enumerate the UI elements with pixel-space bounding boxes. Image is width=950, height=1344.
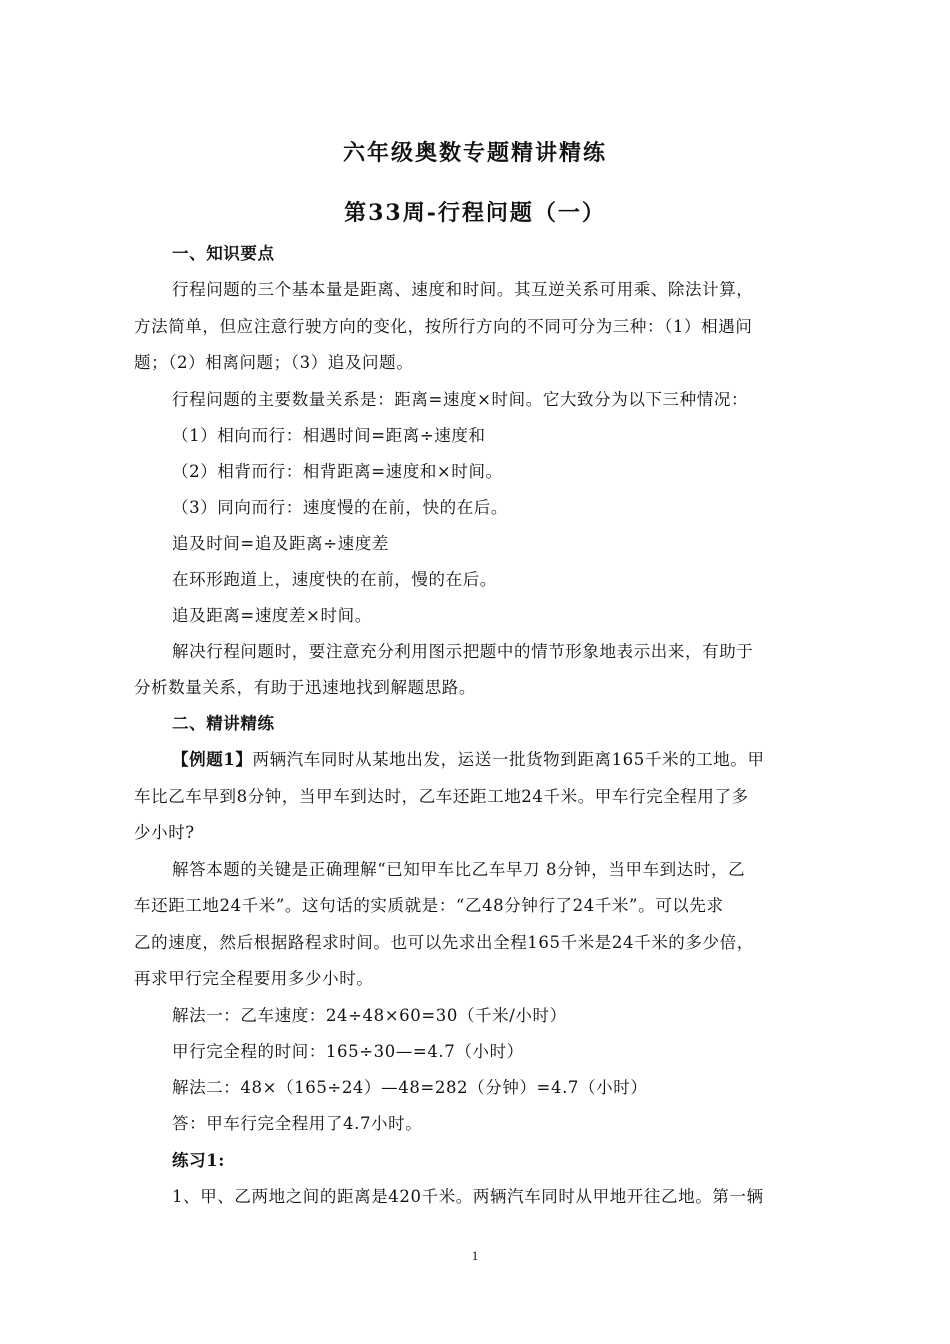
solution-line: 解法一：乙车速度：24÷48×60=30（千米/小时）: [172, 1006, 567, 1025]
document-subtitle: 第33周-行程问题（一）: [344, 200, 606, 226]
paragraph-line: 追及距离=速度差×时间。: [172, 606, 372, 625]
solution-line: 解法二：48×（165÷24）—48=282（分钟）=4.7（小时）: [172, 1078, 648, 1097]
paragraph-line: （1）相向而行：相遇时间=距离÷速度和: [172, 426, 486, 445]
example-text: 两辆汽车同时从某地出发，运送一批货物到距离165千米的工地。甲: [252, 750, 765, 769]
example-line: 少小时?: [134, 823, 195, 842]
section-heading-practice: 二、精讲精练: [172, 714, 275, 733]
paragraph-line: 追及时间=追及距离÷速度差: [172, 534, 389, 553]
example-label: 【例题1】: [172, 750, 253, 769]
answer-line: 答：甲车行完全程用了4.7小时。: [172, 1114, 423, 1133]
section-heading-knowledge: 一、知识要点: [172, 244, 275, 263]
example-line: [172, 749, 839, 771]
paragraph-line: 分析数量关系，有助于迅速地找到解题思路。: [134, 678, 476, 697]
practice-line: 1、甲、乙两地之间的距离是420千米。两辆汽车同时从甲地开往乙地。第一辆: [172, 1187, 764, 1206]
analysis-line: 再求甲行完全程要用多少小时。: [134, 969, 374, 988]
paragraph-line: 解决行程问题时，要注意充分利用图示把题中的情节形象地表示出来，有助于: [172, 642, 754, 661]
analysis-line: 车还距工地24千米”。这句话的实质就是：“乙48分钟行了24千米”。可以先求: [134, 896, 724, 915]
page-number: 1: [471, 1248, 479, 1263]
analysis-line: 乙的速度，然后根据路程求时间。也可以先求出全程165千米是24千米的多少倍，: [134, 933, 754, 952]
solution-line: 甲行完全程的时间：165÷30—=4.7（小时）: [172, 1042, 524, 1061]
example-line: 车比乙车早到8分钟，当甲车到达时，乙车还距工地24千米。甲车行完全程用了多: [134, 787, 749, 806]
paragraph-line: 题；（2）相离问题；（3）追及问题。: [134, 353, 414, 372]
paragraph-line: 在环形跑道上，速度快的在前，慢的在后。: [172, 570, 497, 589]
document-title: 六年级奥数专题精讲精练: [342, 140, 607, 166]
practice-heading: 练习1:: [172, 1151, 225, 1170]
paragraph-line: （2）相背而行：相背距离=速度和×时间。: [172, 462, 503, 481]
paragraph-line: （3）同向而行：速度慢的在前，快的在后。: [172, 498, 508, 517]
analysis-line: 解答本题的关键是正确理解“已知甲车比乙车早刀 8分钟，当甲车到达时，乙: [172, 860, 746, 879]
paragraph-line: 行程问题的三个基本量是距离、速度和时间。其互逆关系可用乘、除法计算，: [172, 280, 754, 299]
paragraph-line: 行程问题的主要数量关系是：距离=速度×时间。它大致分为以下三种情况：: [172, 390, 749, 409]
paragraph-line: 方法简单，但应注意行驶方向的变化，按所行方向的不同可分为三种：（1）相遇问: [134, 317, 753, 336]
